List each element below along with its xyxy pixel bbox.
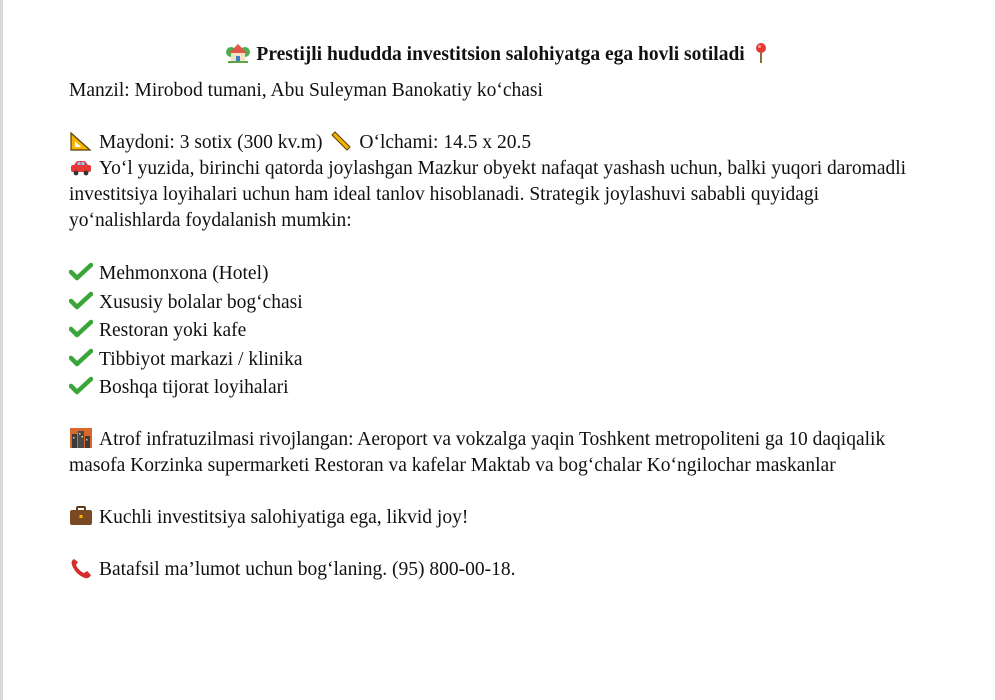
check-mark-icon: [69, 290, 93, 312]
road-paragraph: [69, 156, 929, 234]
investment-line: [69, 505, 929, 531]
document-title: [67, 42, 927, 68]
cityscape-icon: [69, 427, 93, 449]
list-item: Mehmonxona (Hotel): [69, 260, 929, 289]
car-icon: [69, 156, 93, 178]
list-item: Tibbiyot markazi / klinika: [69, 346, 929, 375]
road-text: Yo‘l yuzida, birinchi qatorda joylashgan Mazkur obyekt nafaqat yashash uchun, balki yuqori daromadli investitsiya loyihalari uchun ham ideal tanlov hisoblanadi. Strategik joylashuvi sababli quyidagi yo‘nalishlarda foydalanish mumkin:: [69, 158, 907, 231]
uses-list: [69, 260, 929, 403]
area-line: [69, 130, 929, 156]
list-item: Xususiy bolalar bog‘chasi: [69, 289, 929, 318]
page-left-border: [0, 0, 3, 700]
contact-line: [69, 557, 929, 583]
check-mark-icon: [69, 318, 93, 340]
check-mark-icon: [69, 261, 93, 283]
house-with-garden-icon: [226, 42, 250, 64]
triangular-ruler-icon: [69, 130, 93, 152]
infrastructure-text: Atrof infratuzilmasi rivojlangan: Aeroport va vokzalga yaqin Toshkent metropoliteni ga 10 daqiqalik masofa Korzinka supermarketi Restoran va kafelar Maktab va bog‘chalar Ko‘ngilochar maskanlar: [69, 428, 886, 476]
check-mark-icon: [69, 347, 93, 369]
contact-text: Batafsil ma’lumot uchun bog‘laning. (95) 800-00-18.: [99, 558, 516, 580]
infrastructure-paragraph: [69, 427, 929, 479]
document-page: [69, 42, 929, 583]
check-mark-icon: [69, 375, 93, 397]
address-line: Manzil: Mirobod tumani, Abu Suleyman Banokatiy ko‘chasi: [69, 80, 543, 101]
list-item: Restoran yoki kafe: [69, 317, 929, 346]
area-text: Maydoni: 3 sotix (300 kv.m): [99, 132, 323, 153]
round-pushpin-icon: [754, 42, 768, 64]
dimensions-text: O‘lchami: 14.5 x 20.5: [359, 132, 532, 153]
telephone-receiver-icon: [69, 557, 93, 579]
list-item: Boshqa tijorat loyihalari: [69, 374, 929, 403]
straight-ruler-icon: [329, 130, 353, 152]
investment-text: Kuchli investitsiya salohiyatiga ega, likvid joy!: [99, 506, 469, 528]
title-text: Prestijli hududda investitsion salohiyatga ega hovli sotiladi: [256, 44, 745, 65]
briefcase-icon: [69, 505, 93, 527]
